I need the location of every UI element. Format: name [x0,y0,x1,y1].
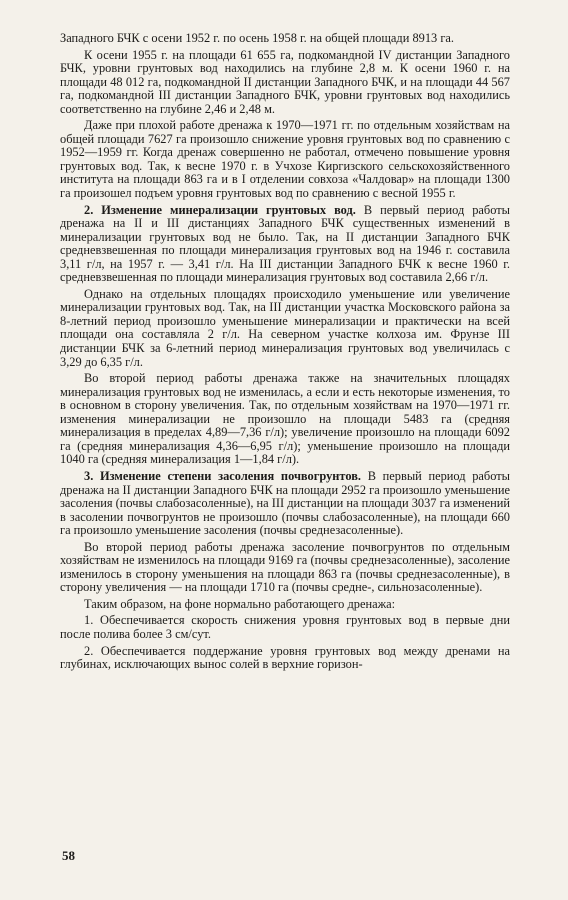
paragraph: Западного БЧК с осени 1952 г. по осень 1958 г. на общей площади 8913 га. [60,31,455,45]
paragraph: Однако на отдельных площадях происходило уменьшение или увеличение минерализации грунтовых вод. Так, на III дистанции участка Московского района за 8-летний период произошло уменьшение минерализации и практически на всей площади она составляла 2 г/л. На северном участке колхоза им. Фрунзе III дистанции БЧК за 6-летний период минерализация грунтовых вод увеличилась с 3,29 до 6,35 г/л. [60,286,510,369]
paragraph: 2. Обеспечивается поддержание уровня грунтовых вод между дренами на глубинах, исключающих вынос солей в верхние горизон- [60,643,510,672]
section-paragraph-mineralization: 2. Изменение минерализации грунтовых вод. В первый период работы дренажа на II и III дистанциях Западного БЧК существенных изменений в минерализации грунтовых вод не было. Так, на II дистанции Западного БЧК средневзвешенная по площади минерализация грунтовых вод на 1946 г. составила 3,11 г/л, на 1957 г. — 3,41 г/л. На III дистанции Западного БЧК к весне 1960 г. средневзвешенная по площади минерализация грунтовых вод составила 2,66 г/л. [60,202,510,285]
body-text [60,32,510,672]
paragraph: Даже при плохой работе дренажа к 1970—1971 гг. по отдельным хозяйствам на общей площади 7627 га произошло снижение уровня грунтовых вод по сравнению с 1952—1959 гг. Когда дренаж совершенно не работал, отмечено повышение уровня грунтовых вод. Так, к весне 1970 г. в Учхозе Киргизского сельскохозяйственного института на площади 863 га и в I отделении совхоза «Чалдовар» на площади 1300 га произошел подъем уровня грунтовых вод по сравнению с весной 1955 г. [60,118,510,201]
section-heading: 3. Изменение степени засоления почвогрунтов. [84,468,362,483]
paragraph: Во второй период работы дренажа засоление почвогрунтов по отдельным хозяйствам не изменилось на площади 9169 га (почвы среднезасоленные), засоление изменилось в сторону уменьшения на площади 863 га (почвы среднезасоленные), в сторону увеличения — на площади 1710 га (почвы средне-, сильнозасоленные). [60,539,510,595]
paragraph: К осени 1955 г. на площади 61 655 га, подкомандной IV дистанции Западного БЧК, уровни грунтовых вод находились на глубине 2,8 м. К осени 1960 г. на площади 48 012 га, подкомандной II дистанции Западного БЧК, и на площади 44 567 га, подкомандной III дистанции Западного БЧК, уровни грунтовых вод находились соответственно на глубине 2,46 и 2,48 м. [60,47,510,116]
section-paragraph-salinity: 3. Изменение степени засоления почвогрунтов. В первый период работы дренажа на II дистанции Западного БЧК на площади 2952 га произошло уменьшение засоления (почвы слабозасоленные), на III дистанции на площади 3037 га изменений в засолении почвогрунтов не произошло (почвы слабозасоленные), на площади 660 га произошло уменьшение засоления (почвы среднезасоленные). [60,468,510,538]
section-heading: 2. Изменение минерализации грунтовых вод. [84,202,356,217]
paragraph: 1. Обеспечивается скорость снижения уровня грунтовых вод в первые дни после полива более 3 см/сут. [60,613,510,641]
paragraph: Таким образом, на фоне нормально работающего дренажа: [84,596,396,611]
page-number: 58 [62,848,75,863]
paragraph: Во второй период работы дренажа также на значительных площадях минерализация грунтовых вод не изменилась, а если и есть некоторые изменения, то в основном в сторону увеличения. Так, по отдельным хозяйствам на 1970—1971 гг. изменения минерализации не произошло на площади 5483 га (средняя минерализация в пределах 4,89—7,36 г/л); увеличение произошло на площади 6092 га (средняя минерализация 4,36—6,95 г/л); уменьшение произошло на площади 1040 га (средняя минерализация 1—1,84 г/л). [60,371,510,467]
